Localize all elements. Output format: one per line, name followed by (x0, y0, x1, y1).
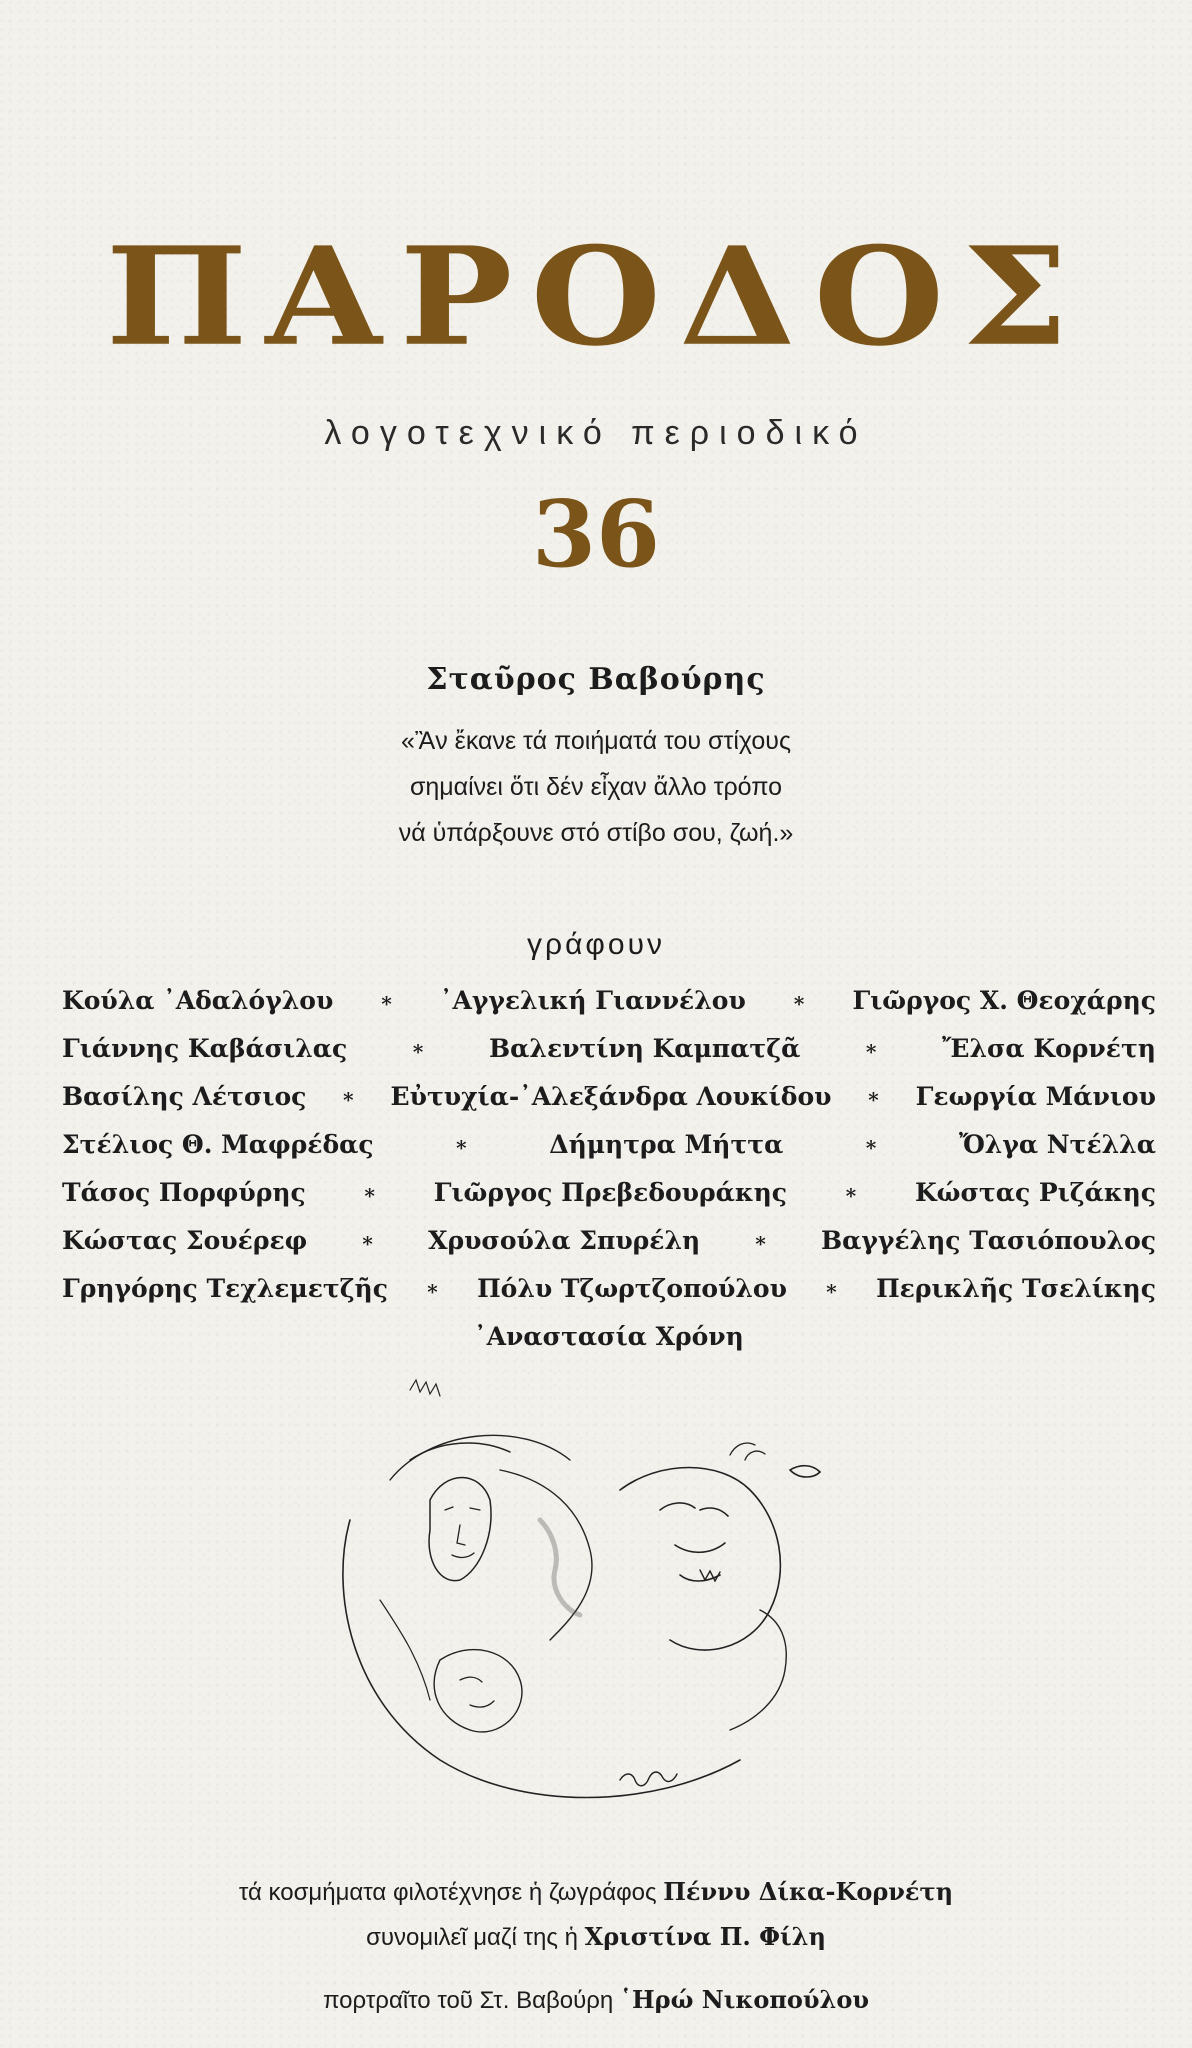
credit-text: συνομιλεῖ μαζί της ἡ (366, 1924, 578, 1951)
credit-line (0, 1978, 1192, 2023)
author-name: Δήμητρα Μήττα (549, 1129, 784, 1159)
credit-name: Πέννυ Δίκα-Κορνέτη (663, 1877, 954, 1906)
credit-name: ῾Ηρώ Νικοπούλου (619, 1985, 870, 2014)
featured-quote (0, 718, 1192, 856)
author-name: Στέλιος Θ. Μαφρέδας (62, 1129, 374, 1159)
author-name: ᾿Αναστασία Χρόνη (474, 1321, 744, 1351)
author-row (62, 1264, 1156, 1312)
featured-author: Σταῦρος Βαβούρης (426, 662, 766, 697)
separator: ∗ (341, 1084, 356, 1108)
separator: ∗ (864, 1036, 879, 1060)
contributors-list (62, 976, 1156, 1360)
author-row (62, 1120, 1156, 1168)
separator: ∗ (866, 1084, 881, 1108)
separator: ∗ (362, 1180, 377, 1204)
separator: ∗ (425, 1276, 440, 1300)
separator: ∗ (824, 1276, 839, 1300)
credits (0, 1870, 1192, 2023)
author-name: Κώστας Σουέρεφ (62, 1225, 308, 1255)
magazine-subtitle: λογοτεχνικό περιοδικό (324, 414, 868, 452)
author-row (62, 1024, 1156, 1072)
quote-line: σημαίνει ὅτι δέν εἶχαν ἄλλο τρόπο (409, 773, 783, 801)
author-name: Χρυσούλα Σπυρέλη (428, 1225, 701, 1255)
author-row (62, 976, 1156, 1024)
contributors-label: γράφουν (527, 928, 665, 961)
separator: ∗ (753, 1228, 768, 1252)
author-name: Ἔλσα Κορνέτη (942, 1033, 1156, 1063)
author-row (62, 1312, 1156, 1360)
author-name: Γιάννης Καβάσιλας (62, 1033, 348, 1063)
separator: ∗ (844, 1180, 858, 1204)
author-name: Πόλυ Τζωρτζοπούλου (477, 1273, 787, 1303)
credit-line (0, 1870, 1192, 1915)
author-name: Γεωργία Μάνιου (915, 1081, 1156, 1111)
author-name: Βασίλης Λέτσιος (62, 1081, 307, 1111)
author-name: Γιῶργος Πρεβεδουράκης (433, 1177, 788, 1207)
separator: ∗ (411, 1036, 426, 1060)
author-row (62, 1168, 1156, 1216)
separator: ∗ (864, 1132, 879, 1156)
author-name: Κώστας Ριζάκης (914, 1177, 1156, 1207)
author-name: Περικλῆς Τσελίκης (876, 1273, 1156, 1303)
author-name: Γιῶργος Χ. Θεοχάρης (852, 985, 1156, 1015)
author-name: Βαγγέλης Τασιόπουλος (820, 1225, 1156, 1255)
credit-line (0, 1915, 1192, 1960)
author-name: Βαλεντίνη Καμπατζᾶ (489, 1033, 801, 1063)
ink-drawing-illustration (320, 1360, 920, 1840)
magazine-title: ΠΑΡΟΔΟΣ (105, 217, 1087, 377)
author-name: Γρηγόρης Τεχλεμετζῆς (62, 1273, 388, 1303)
author-name: ᾿Αγγελική Γιαννέλου (439, 985, 746, 1015)
separator: ∗ (792, 988, 807, 1012)
credit-text: τά κοσμήματα φιλοτέχνησε ἡ ζωγράφος (238, 1879, 657, 1906)
quote-line: «Ἂν ἔκανε τά ποιήματά του στίχους (400, 727, 791, 755)
separator: ∗ (454, 1132, 469, 1156)
credit-text: πορτραῖτο τοῦ Στ. Βαβούρη (322, 1987, 614, 2014)
quote-line: νά ὑπάρξουνε στό στίβο σου, ζωή.» (398, 819, 794, 847)
author-name: Εὐτυχία-᾿Αλεξάνδρα Λουκίδου (390, 1081, 832, 1111)
separator: ∗ (379, 988, 394, 1012)
author-name: Ὄλγα Ντέλλα (958, 1129, 1156, 1159)
credit-name: Χριστίνα Π. Φίλη (584, 1922, 826, 1951)
author-name: Κούλα ᾿Αδαλόγλου (62, 985, 334, 1015)
separator: ∗ (360, 1228, 375, 1252)
author-row (62, 1072, 1156, 1120)
issue-number: 36 (531, 480, 661, 588)
author-name: Τάσος Πορφύρης (62, 1177, 306, 1207)
author-row (62, 1216, 1156, 1264)
